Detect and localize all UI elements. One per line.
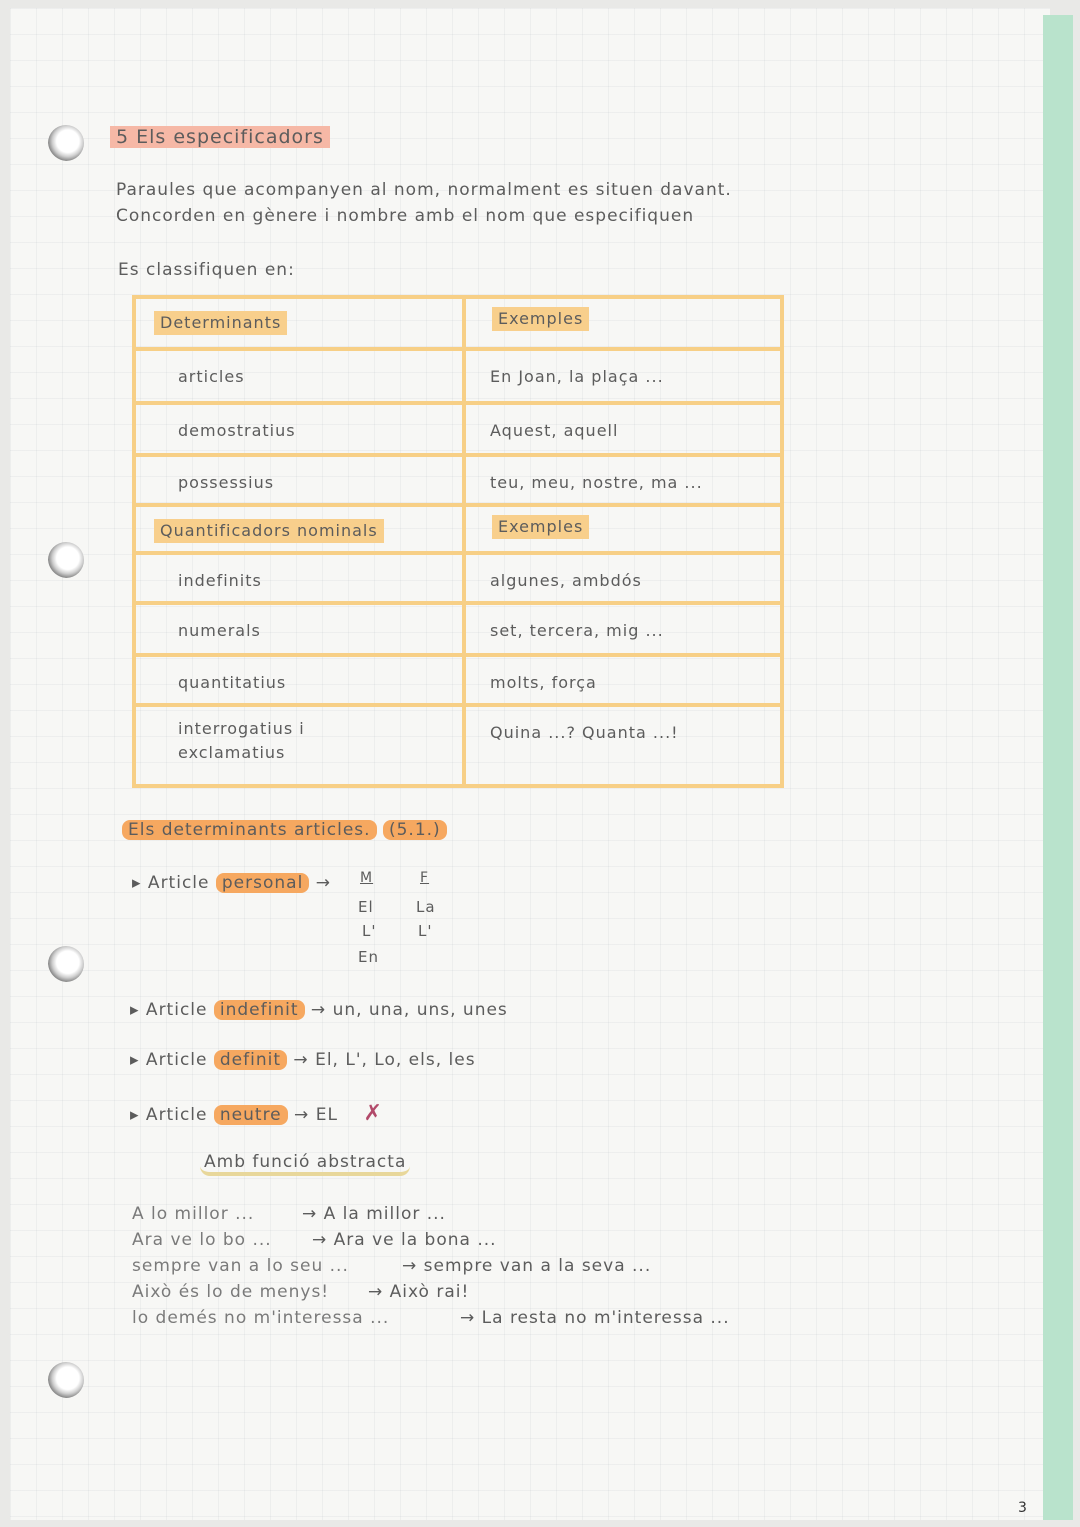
correct-usage: → Això rai! <box>368 1282 470 1302</box>
table-row <box>136 405 780 457</box>
table-cell-example: En Joan, la plaça ... <box>490 367 664 386</box>
table-cell-category: interrogatius i exclamatius <box>178 719 305 762</box>
incorrect-usage: sempre van a lo seu ... <box>132 1256 349 1276</box>
article-indefinit: ▸ Article indefinit → un, una, uns, unes <box>130 1000 508 1020</box>
table-cell-example: molts, força <box>490 673 597 692</box>
incorrect-usage: Ara ve lo bo ... <box>132 1230 272 1250</box>
correct-usage: → La resta no m'interessa ... <box>460 1308 730 1328</box>
masculine-form: En <box>358 948 379 966</box>
masculine-form: L' <box>362 922 377 940</box>
table-cell-category: numerals <box>178 621 261 640</box>
table-cell-example: Quina ...? Quanta ...! <box>490 723 679 742</box>
masculine-header: M <box>360 870 374 886</box>
abstract-title: Amb funció abstracta <box>200 1152 410 1176</box>
incorrect-usage: Això és lo de menys! <box>132 1282 330 1302</box>
article-personal: ▸ Article personal → <box>132 873 331 893</box>
table-row <box>136 351 780 405</box>
binder-hole-icon <box>48 1362 84 1398</box>
masculine-form: El <box>358 898 374 916</box>
table-cell-category: possessius <box>178 473 275 492</box>
table-row <box>136 605 780 657</box>
intro-line-2: Concorden en gènere i nombre amb el nom que especifiquen <box>116 206 695 226</box>
feminine-form: L' <box>418 922 433 940</box>
feminine-form: La <box>416 898 436 916</box>
correct-usage: → A la millor ... <box>302 1204 446 1224</box>
article-definit: ▸ Article definit → El, L', Lo, els, les <box>130 1050 476 1070</box>
table-cell-example: teu, meu, nostre, ma ... <box>490 473 703 492</box>
table-cell-category: quantitatius <box>178 673 287 692</box>
binder-hole-icon <box>48 542 84 578</box>
article-neutre: ▸ Article neutre → EL ✗ <box>130 1101 383 1126</box>
binder-hole-icon <box>48 946 84 982</box>
table-cell-category: Quantificadors nominals <box>154 519 384 543</box>
table-cell-example: algunes, ambdós <box>490 571 642 590</box>
table-row <box>136 707 780 783</box>
specifiers-table <box>132 295 784 788</box>
table-row <box>136 555 780 605</box>
table-header-row <box>136 507 780 555</box>
incorrect-usage: lo demés no m'interessa ... <box>132 1308 390 1328</box>
articles-title: Els determinants articles. (5.1.) <box>122 820 447 840</box>
green-margin-strip <box>1043 15 1073 1520</box>
table-cell-example: Aquest, aquell <box>490 421 619 440</box>
table-cell-category: indefinits <box>178 571 262 590</box>
table-cell-category: Determinants <box>154 311 287 335</box>
section-heading: 5 Els especificadors <box>110 126 330 148</box>
incorrect-usage: A lo millor ... <box>132 1204 255 1224</box>
page-number: 3 <box>1018 1500 1027 1516</box>
binder-hole-icon <box>48 125 84 161</box>
intro-line-1: Paraules que acompanyen al nom, normalment es situen davant. <box>116 180 732 200</box>
table-row <box>136 657 780 707</box>
cross-mark-icon: ✗ <box>363 1101 383 1126</box>
table-cell-category: demostratius <box>178 421 296 440</box>
table-cell-category: articles <box>178 367 245 386</box>
table-row <box>136 457 780 507</box>
table-cell-example: set, tercera, mig ... <box>490 621 664 640</box>
table-cell-example: Exemples <box>492 515 589 539</box>
feminine-header: F <box>420 870 430 886</box>
correct-usage: → sempre van a la seva ... <box>402 1256 652 1276</box>
classify-label: Es classifiquen en: <box>118 260 295 280</box>
correct-usage: → Ara ve la bona ... <box>312 1230 497 1250</box>
table-cell-example: Exemples <box>492 307 589 331</box>
table-header-row <box>136 299 780 351</box>
